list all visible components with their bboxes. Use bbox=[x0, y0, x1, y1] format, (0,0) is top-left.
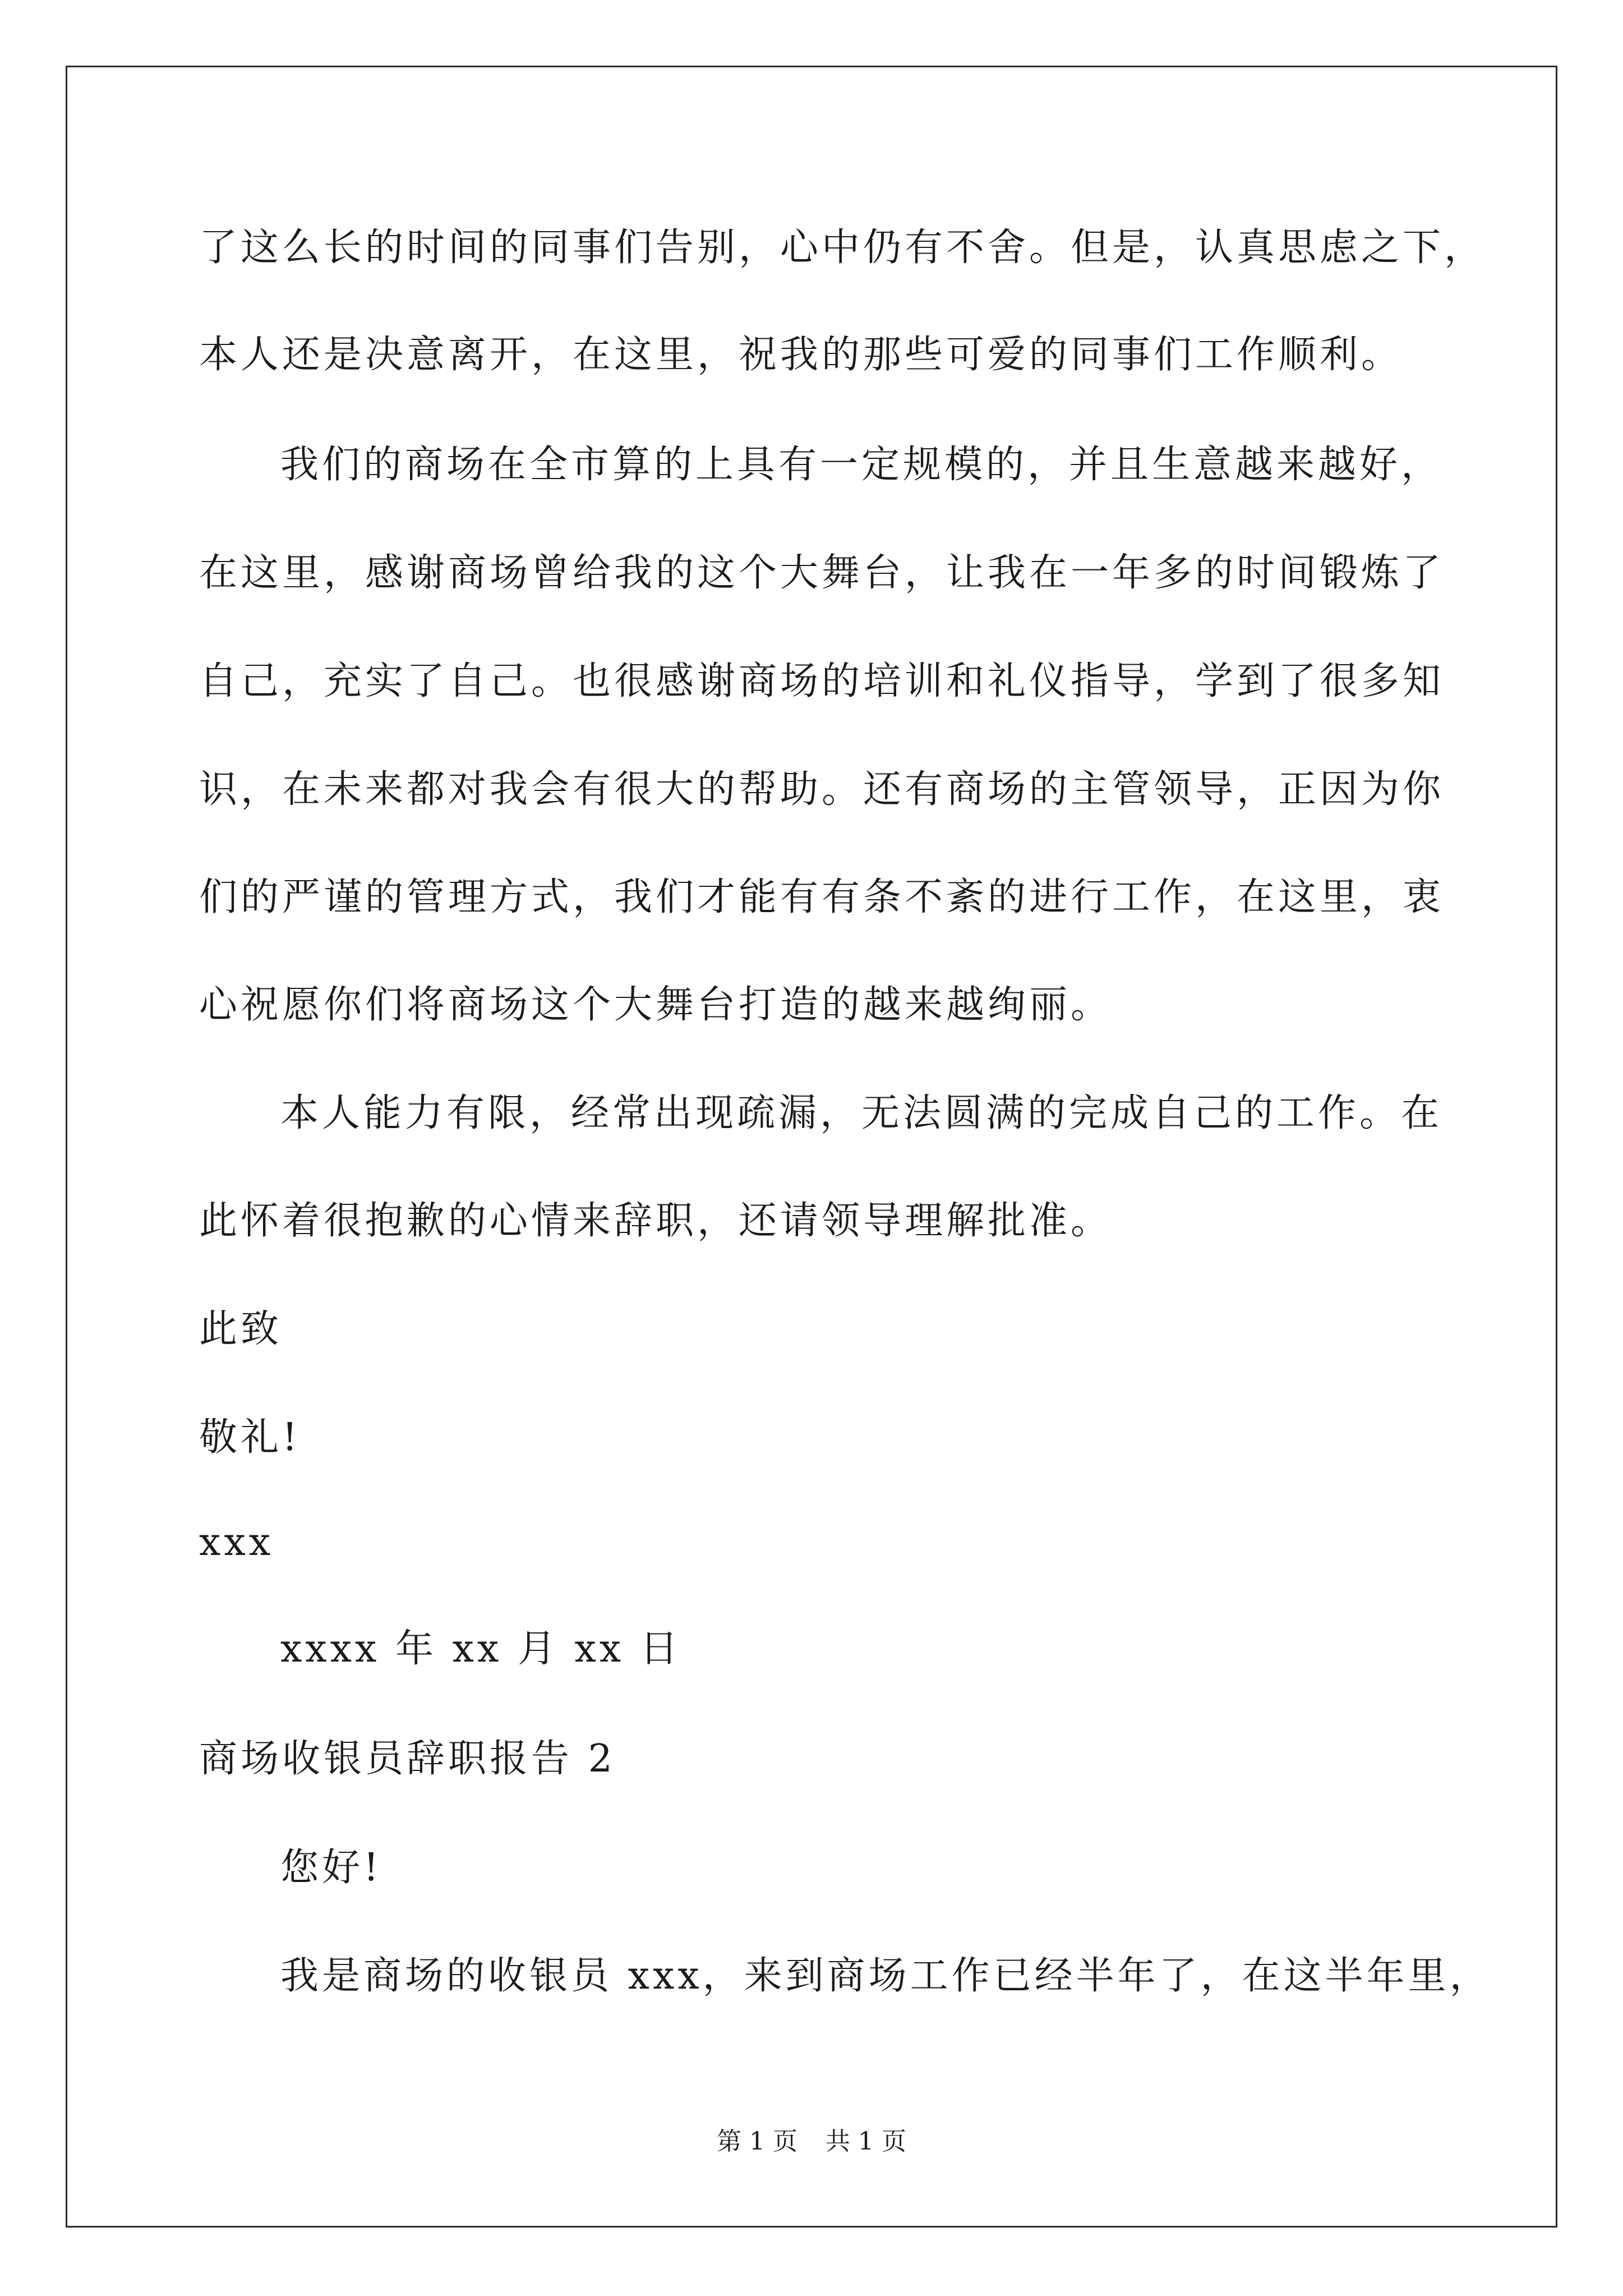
section-title: 商场收银员辞职报告 2 bbox=[199, 1737, 616, 1781]
page-number: 第 1 页 bbox=[717, 2127, 797, 2156]
body-line-5: 识，在未来都对我会有很大的帮助。还有商场的主管领导，正因为你 bbox=[199, 767, 1445, 812]
page-count: 共 1 页 bbox=[826, 2127, 906, 2156]
paragraph-line-2: 本人能力有限，经常出现疏漏，无法圆满的完成自己的工作。在 bbox=[280, 1091, 1443, 1135]
body-line-8: 此怀着很抱歉的心情来辞职，还请领导理解批准。 bbox=[199, 1199, 1113, 1243]
body-line-2: 本人还是决意离开，在这里，祝我的那些可爱的同事们工作顺利。 bbox=[199, 333, 1403, 377]
page-footer bbox=[0, 2126, 1623, 2157]
paragraph-line-3: 我是商场的收银员 xxx，来到商场工作已经半年了，在这半年里， bbox=[280, 1954, 1491, 1998]
greeting: 您好! bbox=[280, 1846, 382, 1890]
paragraph-line-1: 我们的商场在全市算的上具有一定规模的，并且生意越来越好， bbox=[280, 443, 1443, 487]
signature-date: xxxx 年 xx 月 xx 日 bbox=[280, 1627, 681, 1671]
signature-name: xxx bbox=[199, 1520, 274, 1565]
page-border bbox=[66, 66, 1557, 2228]
body-line-6: 们的严谨的管理方式，我们才能有有条不紊的进行工作，在这里，衷 bbox=[199, 875, 1445, 919]
body-line-3: 在这里，感谢商场曾给我的这个大舞台，让我在一年多的时间锻炼了 bbox=[199, 551, 1445, 595]
closing-salutation: 此致 bbox=[199, 1307, 283, 1351]
body-line-7: 心祝愿你们将商场这个大舞台打造的越来越绚丽。 bbox=[199, 983, 1113, 1027]
closing-regards: 敬礼! bbox=[199, 1415, 301, 1460]
body-line-1: 了这么长的时间的同事们告别，心中仍有不舍。但是，认真思虑之下， bbox=[199, 226, 1486, 270]
body-line-4: 自己，充实了自己。也很感谢商场的培训和礼仪指导，学到了很多知 bbox=[199, 659, 1445, 703]
